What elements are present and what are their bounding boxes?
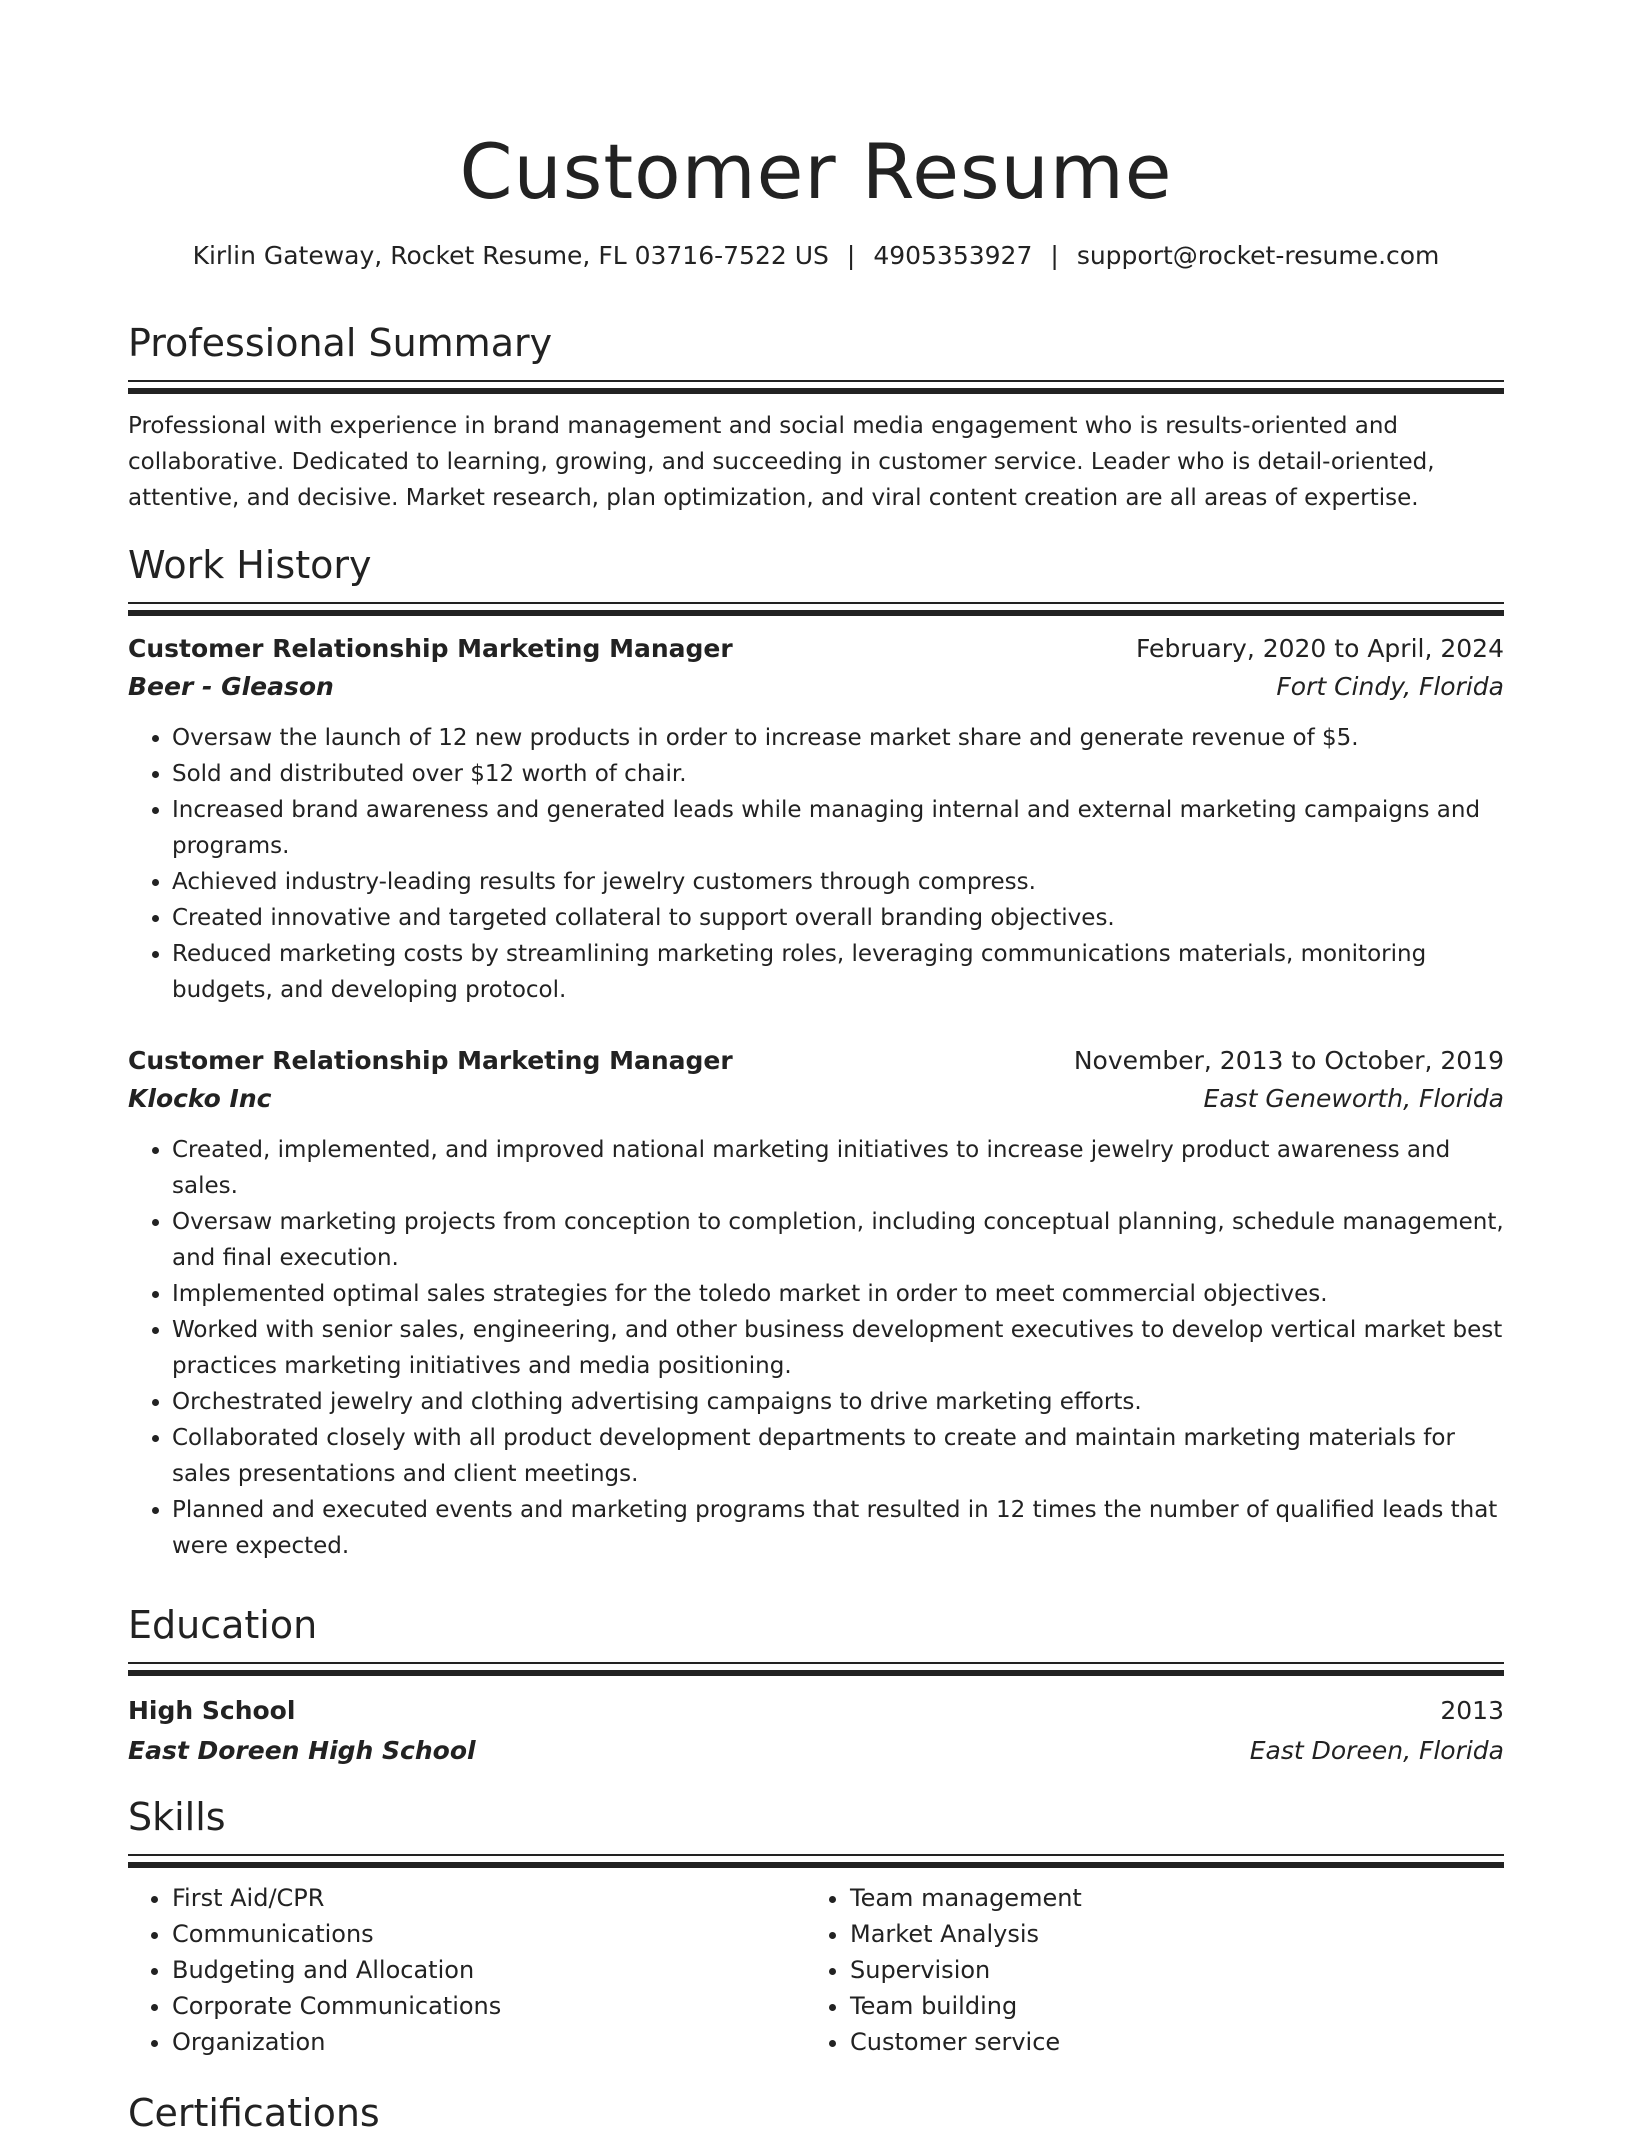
section-title-education: Education xyxy=(128,1603,318,1647)
skill-item: • Communications xyxy=(172,1916,806,1952)
job-bullets xyxy=(128,720,1504,1008)
list-item: • Created, implemented, and improved national marketing initiatives to increase jewelry product awareness and sales. xyxy=(172,1132,1504,1204)
job-company-row xyxy=(128,1080,1504,1118)
skill-item: • Market Analysis xyxy=(850,1916,1484,1952)
job-title: Customer Relationship Marketing Manager xyxy=(128,1046,733,1075)
education-year: 2013 xyxy=(1440,1696,1504,1725)
job-header-row xyxy=(128,630,1504,668)
section-divider xyxy=(128,1854,1504,1856)
section-divider xyxy=(128,388,1504,394)
contact-email[interactable]: support@rocket-resume.com xyxy=(1076,241,1440,270)
contact-phone[interactable]: 4905353927 xyxy=(873,241,1033,270)
section-divider xyxy=(128,602,1504,604)
education-section xyxy=(128,1600,1504,1770)
list-item: • Oversaw the launch of 12 new products in order to increase market share and generate revenue of $5. xyxy=(172,720,1504,756)
list-item: • Orchestrated jewelry and clothing advertising campaigns to drive marketing efforts. xyxy=(172,1384,1504,1420)
summary-text: Professional with experience in brand management and social media engagement who is results-oriented and collaborative. Dedicated to learning, growing, and succeeding in customer service. Leader who is detail-oriented, attentive, and decisive. Market research, plan optimization, and viral content creation are all areas of expertise. xyxy=(128,413,1435,511)
job-company: Klocko Inc xyxy=(128,1084,272,1113)
skill-item: • Team management xyxy=(850,1880,1484,1916)
section-divider xyxy=(128,380,1504,382)
section-title-certifications: Certifications xyxy=(128,2091,380,2135)
job-title: Customer Relationship Marketing Manager xyxy=(128,634,733,663)
job-entry xyxy=(128,1042,1504,1564)
skill-item: • Budgeting and Allocation xyxy=(172,1952,806,1988)
contact-separator: | xyxy=(1050,241,1059,270)
section-title-skills: Skills xyxy=(128,1795,226,1839)
education-school-row xyxy=(128,1732,1504,1770)
summary-section xyxy=(128,318,1504,516)
job-dates: November, 2013 to October, 2019 xyxy=(1073,1046,1504,1075)
contact-separator: | xyxy=(846,241,856,270)
skill-item: • Customer service xyxy=(850,2024,1484,2060)
resume-name: Customer Resume xyxy=(459,127,1173,216)
section-title-summary: Professional Summary xyxy=(128,321,553,365)
job-location: Fort Cindy, Florida xyxy=(1276,672,1504,701)
list-item: • Implemented optimal sales strategies for the toledo market in order to meet commercial objectives. xyxy=(172,1276,1504,1312)
skills-section xyxy=(128,1792,1504,2060)
education-degree: High School xyxy=(128,1696,296,1725)
skills-list-left xyxy=(128,1880,806,2060)
job-company-row xyxy=(128,668,1504,706)
skills-columns xyxy=(128,1880,1504,2060)
list-item: • Worked with senior sales, engineering, and other business development executives to develop vertical market best practices marketing initiatives and media positioning. xyxy=(172,1312,1504,1384)
skill-item: • Team building xyxy=(850,1988,1484,2024)
list-item: • Sold and distributed over $12 worth of chair. xyxy=(172,756,1504,792)
list-item: • Achieved industry-leading results for jewelry customers through compress. xyxy=(172,864,1504,900)
skill-item: • Corporate Communications xyxy=(172,1988,806,2024)
list-item: • Created innovative and targeted collateral to support overall branding objectives. xyxy=(172,900,1504,936)
section-divider xyxy=(128,1670,1504,1676)
section-divider xyxy=(128,1862,1504,1868)
job-company: Beer - Gleason xyxy=(128,672,334,701)
job-header-row xyxy=(128,1042,1504,1080)
section-title-work-history: Work History xyxy=(128,543,372,587)
skills-list-right xyxy=(806,1880,1484,2060)
education-location: East Doreen, Florida xyxy=(1249,1736,1504,1765)
list-item: • Oversaw marketing projects from conception to completion, including conceptual planning, schedule management, and final execution. xyxy=(172,1204,1504,1276)
contact-line xyxy=(128,238,1504,274)
list-item: • Reduced marketing costs by streamlining marketing roles, leveraging communications materials, monitoring budgets, and developing protocol. xyxy=(172,936,1504,1008)
skill-item: • First Aid/CPR xyxy=(172,1880,806,1916)
education-entry xyxy=(128,1692,1504,1770)
education-header-row xyxy=(128,1692,1504,1730)
list-item: • Collaborated closely with all product development departments to create and maintain marketing materials for sales presentations and client meetings. xyxy=(172,1420,1504,1492)
work-history-section xyxy=(128,540,1504,1564)
job-location: East Geneworth, Florida xyxy=(1203,1084,1504,1113)
list-item: • Increased brand awareness and generated leads while managing internal and external marketing campaigns and programs. xyxy=(172,792,1504,864)
skill-item: • Supervision xyxy=(850,1952,1484,1988)
list-item: • Planned and executed events and marketing programs that resulted in 12 times the number of qualified leads that were expected. xyxy=(172,1492,1504,1564)
contact-address: Kirlin Gateway, Rocket Resume, FL 03716-7522 US xyxy=(192,241,829,270)
job-dates: February, 2020 to April, 2024 xyxy=(1136,634,1504,663)
education-school: East Doreen High School xyxy=(128,1736,476,1765)
job-bullets xyxy=(128,1132,1504,1564)
job-entry xyxy=(128,630,1504,1008)
section-divider xyxy=(128,1662,1504,1664)
skill-item: • Organization xyxy=(172,2024,806,2060)
certifications-section xyxy=(128,2088,1504,2140)
section-divider xyxy=(128,610,1504,616)
